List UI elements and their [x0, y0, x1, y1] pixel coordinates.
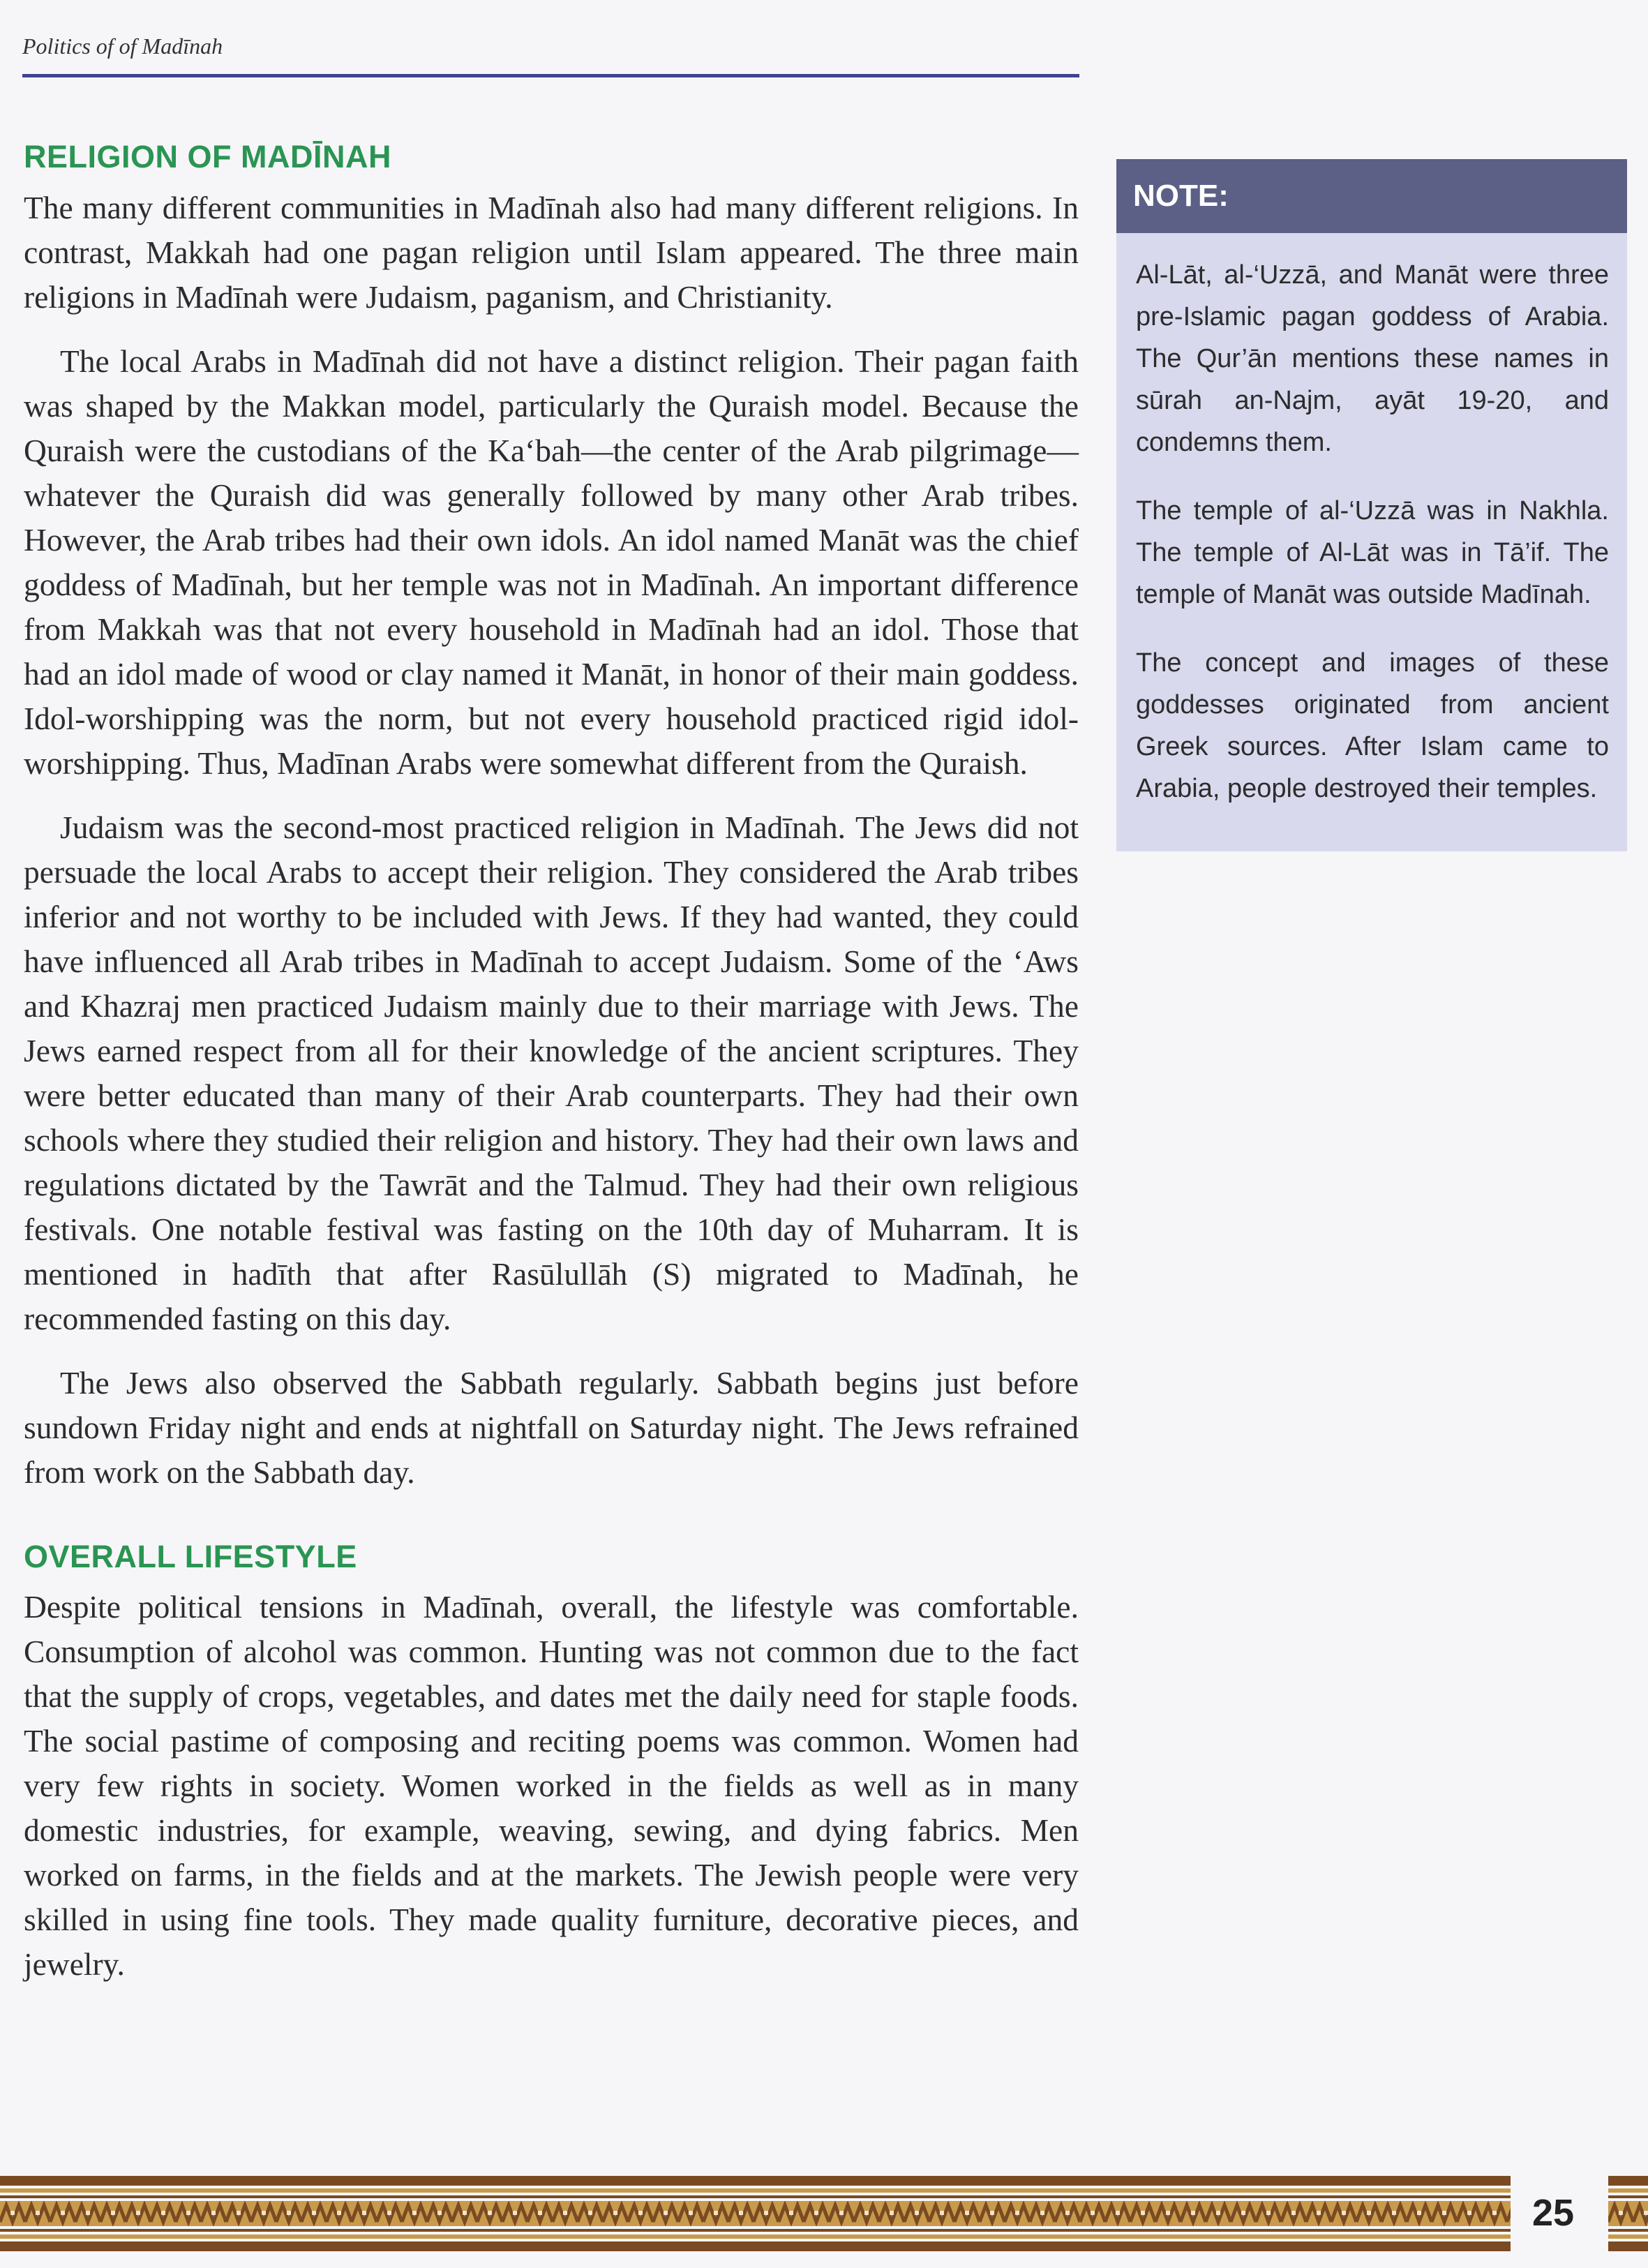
main-column — [24, 140, 1079, 2006]
paragraph: Judaism was the second-most practiced religion in Madīnah. The Jews did not persuade the local Arabs to accept their religion. They considered the Arab tribes inferior and not worthy to be included with Jews. If they had wanted, they could have influenced all Arab tribes in Madīnah to accept Judaism. Some of the ‘Aws and Khazraj men practiced Judaism mainly due to their marriage with Jews. The Jews earned respect from all for their knowledge of the ancient scriptures. They were better educated than many of their Arab counterparts. They had their own schools where they studied their religion and history. They had their own laws and regulations dictated by the Tawrāt and the Talmud. They had their own religious festivals. One notable festival was fasting on the 10th day of Muharram. It is mentioned in hadīth that after Rasūlullāh (S) migrated to Madīnah, he recommended fasting on this day. — [24, 809, 1079, 1336]
paragraph: The Jews also observed the Sabbath regularly. Sabbath begins just before sundown Friday night and ends at nightfall on Saturday night. The Jews refrained from work on the Sabbath day. — [24, 1364, 1079, 1490]
section-heading-religion: RELIGION OF MADĪNAH — [24, 139, 391, 174]
note-paragraph: The concept and images of these goddesses originated from ancient Greek sources. After Islam came to Arabia, people destroyed their temples. — [1136, 648, 1609, 803]
decorative-border-pattern-end — [1608, 2176, 1648, 2253]
paragraph: Despite political tensions in Madīnah, overall, the lifestyle was comfortable. Consumption of alcohol was common. Hunting was not common due to the fact that the supply of crops, vegetables, and dates met the daily need for staple foods. The social pastime of composing and reciting poems was common. Women had very few rights in society. Women worked in the fields as well as in many domestic industries, for example, weaving, sewing, and dying fabrics. Men worked on farms, in the fields and at the markets. The Jewish people were very skilled in using fine tools. They made quality furniture, decorative pieces, and jewelry. — [24, 1589, 1079, 1982]
note-paragraph: Al-Lāt, al-‘Uzzā, and Manāt were three pre-Islamic pagan goddess of Arabia. The Qur’ān mentions these names in sūrah an-Najm, ayāt 19-20, and condemns them. — [1136, 260, 1609, 457]
running-head: Politics of of Madīnah — [22, 33, 223, 59]
paragraph: The many different communities in Madīnah also had many different religions. In contrast, Makkah had one pagan religion until Islam appeared. The three main religions in Madīnah were Judaism, paganism, and Christianity. — [24, 189, 1079, 315]
header-rule — [22, 74, 1079, 77]
decorative-border-pattern — [0, 2176, 1511, 2253]
note-box — [1116, 159, 1627, 851]
page-number: 25 — [1532, 2192, 1575, 2234]
note-paragraph: The temple of al-‘Uzzā was in Nakhla. The temple of Al-Lāt was in Tā’if. The temple of Manāt was outside Madīnah. — [1136, 496, 1609, 609]
paragraph: The local Arabs in Madīnah did not have a distinct religion. Their pagan faith was shaped by the Makkan model, particularly the Quraish model. Because the Quraish were the custodians of the Ka‘bah—the center of the Arab pilgrimage—whatever the Quraish did was generally followed by many other Arab tribes. However, the Arab tribes had their own idols. An idol named Manāt was the chief goddess of Madīnah, but her temple was not in Madīnah. An important difference from Makkah was that not every household in Madīnah had an idol. Those that had an idol made of wood or clay named it Manāt, in honor of their main goddess. Idol-worshipping was the norm, but not every household practiced rigid idol-worshipping. Thus, Madīnan Arabs were somewhat different from the Quraish. — [24, 343, 1079, 781]
note-title: NOTE: — [1116, 159, 1627, 233]
decorative-border — [0, 2176, 1648, 2253]
note-body — [1116, 233, 1627, 810]
section-heading-lifestyle: OVERALL LIFESTYLE — [24, 1538, 357, 1574]
